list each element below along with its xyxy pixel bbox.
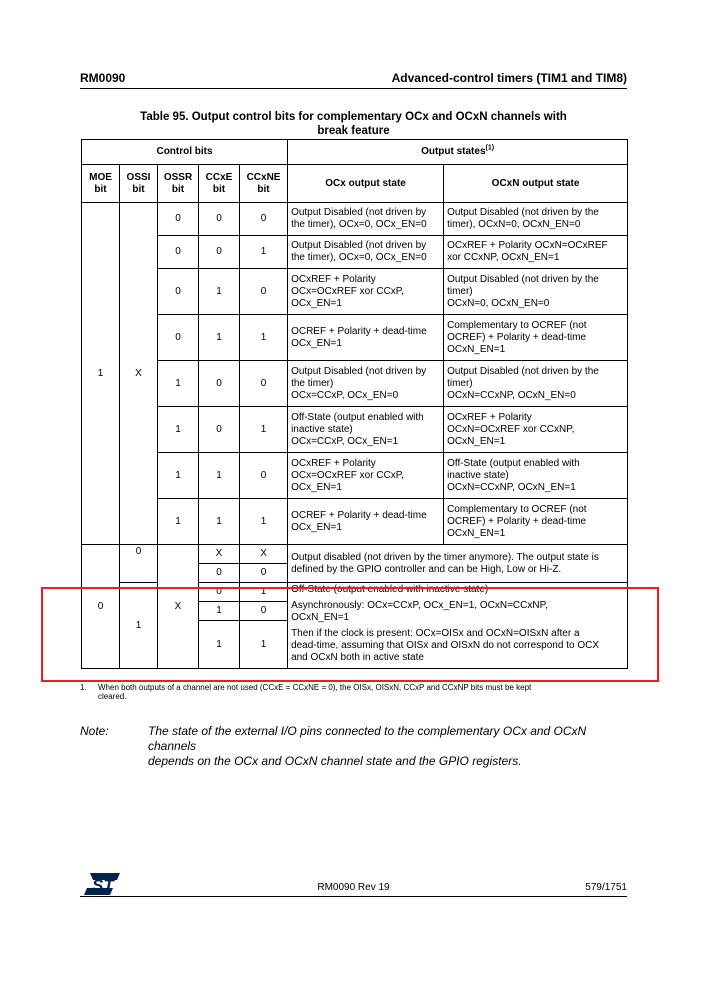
ccxe-cell: 1 bbox=[199, 602, 240, 621]
ccxne-cell: 1 bbox=[240, 407, 288, 453]
table-row bbox=[82, 453, 628, 499]
ccxe-cell: 0 bbox=[199, 203, 240, 236]
ocx-state-cell: OCxREF + Polarity OCx=OCxREF xor CCxP, OCx_EN=1 bbox=[288, 269, 444, 315]
ocxn-state-cell: Output Disabled (not driven by the timer) OCxN=CCxNP, OCxN_EN=0 bbox=[444, 361, 628, 407]
ccxe-cell: 0 bbox=[199, 564, 240, 583]
ocx-state-cell: Output Disabled (not driven by the timer), OCx=0, OCx_EN=0 bbox=[288, 236, 444, 269]
output-states-header: Output states$^{(1)}$ bbox=[288, 140, 628, 165]
ocx-state-cell: OCREF + Polarity + dead-time OCx_EN=1 bbox=[288, 499, 444, 545]
ccxne-cell: 1 bbox=[240, 236, 288, 269]
ccxne-cell: 0 bbox=[240, 564, 288, 583]
ocxn-state-cell: OCxREF + Polarity OCxN=OCxREF xor CCxNP, OCxN_EN=1 bbox=[444, 407, 628, 453]
ccxe-cell: 1 bbox=[199, 453, 240, 499]
ccxne-cell: 0 bbox=[240, 453, 288, 499]
ccxe-bit-header: CCxE bit bbox=[199, 165, 240, 203]
ccxne-cell: 0 bbox=[240, 269, 288, 315]
moe-cell: 0 bbox=[82, 545, 120, 669]
table-group-header-row bbox=[82, 140, 628, 165]
output-disabled-description: Output disabled (not driven by the timer anymore). The output state is defined by the GPIO controller and can be High, Low or Hi-Z. bbox=[288, 545, 628, 583]
ocxn-state-cell: OCxREF + Polarity OCxN=OCxREF xor CCxNP, OCxN_EN=1 bbox=[444, 236, 628, 269]
ossr-cell: 1 bbox=[158, 361, 199, 407]
table-row bbox=[82, 361, 628, 407]
note-line-1: The state of the external I/O pins connected to the complementary OCx and OCxN channels bbox=[148, 724, 587, 753]
svg-text:ST: ST bbox=[92, 876, 114, 895]
ocxn-state-cell: Output Disabled (not driven by the timer), OCxN=0, OCxN_EN=0 bbox=[444, 203, 628, 236]
ocxn-state-cell: Off-State (output enabled with inactive state) OCxN=CCxNP, OCxN_EN=1 bbox=[444, 453, 628, 499]
header-doc-id: RM0090 bbox=[80, 71, 126, 85]
ccxne-cell: 1 bbox=[240, 621, 288, 669]
output-control-table bbox=[81, 139, 628, 669]
table-row bbox=[82, 315, 628, 361]
footer-page-number: 579/1751 bbox=[585, 882, 627, 893]
moe-bit-header: MOE bit bbox=[82, 165, 120, 203]
ccxne-cell: 1 bbox=[240, 583, 288, 602]
ocx-state-cell: Off-State (output enabled with inactive state) OCx=CCxP, OCx_EN=1 bbox=[288, 407, 444, 453]
footer-rule bbox=[80, 896, 627, 897]
ossi-cell: X bbox=[120, 203, 158, 545]
ossi-bit-header: OSSI bit bbox=[120, 165, 158, 203]
ccxne-cell: 0 bbox=[240, 203, 288, 236]
note-label: Note: bbox=[80, 724, 109, 738]
table-footnote bbox=[80, 683, 627, 701]
ccxne-cell: 0 bbox=[240, 602, 288, 621]
table-row bbox=[82, 203, 628, 236]
ossi-cell: 0 bbox=[120, 545, 158, 583]
footnote-number: 1. bbox=[80, 683, 87, 692]
footnote-line-1: When both outputs of a channel are not used (CCxE = CCxNE = 0), the OISx, OISxN, CCxP and CCxNP bits must be kept bbox=[98, 683, 532, 692]
ccxne-cell: 1 bbox=[240, 315, 288, 361]
off-state-description: Off-State (output enabled with inactive state) Asynchronously: OCx=CCxP, OCx_EN=1, OCxN=CCxNP, OCxN_EN=1 Then if the clock is present: OCx=OISx and OCxN=OISxN after a dead-time, assuming that OISx and OISxN do not correspond to OCX and OCxN both in active state bbox=[288, 583, 628, 669]
ocx-state-cell: OCxREF + Polarity OCx=OCxREF xor CCxP, OCx_EN=1 bbox=[288, 453, 444, 499]
ocxn-state-cell: Complementary to OCREF (not OCREF) + Polarity + dead-time OCxN_EN=1 bbox=[444, 315, 628, 361]
ossr-cell: 0 bbox=[158, 236, 199, 269]
ocxn-state-cell: Complementary to OCREF (not OCREF) + Polarity + dead-time OCxN_EN=1 bbox=[444, 499, 628, 545]
ocxn-state-cell: Output Disabled (not driven by the timer) OCxN=0, OCxN_EN=0 bbox=[444, 269, 628, 315]
table-caption bbox=[80, 110, 627, 138]
footnote-ref: (1) bbox=[485, 144, 495, 152]
ocxn-output-state-header: OCxN output state bbox=[444, 165, 628, 203]
control-bits-header: Control bits bbox=[82, 140, 288, 165]
table-caption-line-1: Table 95. Output control bits for complementary OCx and OCxN channels with bbox=[140, 111, 567, 123]
table-row bbox=[82, 499, 628, 545]
ccxne-cell: X bbox=[240, 545, 288, 564]
ossr-bit-header: OSSR bit bbox=[158, 165, 199, 203]
ossr-cell: 1 bbox=[158, 453, 199, 499]
ossr-cell: 0 bbox=[158, 315, 199, 361]
ccxe-cell: 1 bbox=[199, 621, 240, 669]
footer-revision: RM0090 Rev 19 bbox=[317, 882, 390, 893]
ossr-cell: 0 bbox=[158, 269, 199, 315]
ccxe-cell: 0 bbox=[199, 583, 240, 602]
table-caption-line-2: break feature bbox=[317, 125, 390, 137]
ccxe-cell: 1 bbox=[199, 499, 240, 545]
ossr-cell: 1 bbox=[158, 407, 199, 453]
ocx-state-cell: Output Disabled (not driven by the timer) OCx=CCxP, OCx_EN=0 bbox=[288, 361, 444, 407]
ccxe-cell: 0 bbox=[199, 236, 240, 269]
ocx-state-cell: Output Disabled (not driven by the timer), OCx=0, OCx_EN=0 bbox=[288, 203, 444, 236]
ccxne-bit-header: CCxNE bit bbox=[240, 165, 288, 203]
ccxe-cell: 0 bbox=[199, 361, 240, 407]
note-text bbox=[148, 724, 628, 769]
ccxe-cell: 0 bbox=[199, 407, 240, 453]
header-rule bbox=[80, 88, 627, 89]
moe-cell: 1 bbox=[82, 203, 120, 545]
ccxe-cell: 1 bbox=[199, 269, 240, 315]
ocx-state-cell: OCREF + Polarity + dead-time OCx_EN=1 bbox=[288, 315, 444, 361]
footnote-line-2: cleared. bbox=[98, 692, 127, 701]
table-row bbox=[82, 407, 628, 453]
ossr-cell: X bbox=[158, 545, 199, 669]
ossr-cell: 0 bbox=[158, 203, 199, 236]
ccxe-cell: 1 bbox=[199, 315, 240, 361]
ccxne-cell: 0 bbox=[240, 361, 288, 407]
ossi-cell: 1 bbox=[120, 583, 158, 669]
ccxne-cell: 1 bbox=[240, 499, 288, 545]
header-section-title: Advanced-control timers (TIM1 and TIM8) bbox=[391, 71, 627, 85]
table-row bbox=[82, 236, 628, 269]
table-row bbox=[82, 269, 628, 315]
ocx-output-state-header: OCx output state bbox=[288, 165, 444, 203]
note-line-2: depends on the OCx and OCxN channel state and the GPIO registers. bbox=[148, 754, 522, 768]
table-column-header-row bbox=[82, 165, 628, 203]
table-row bbox=[82, 545, 628, 564]
ccxe-cell: X bbox=[199, 545, 240, 564]
ossr-cell: 1 bbox=[158, 499, 199, 545]
